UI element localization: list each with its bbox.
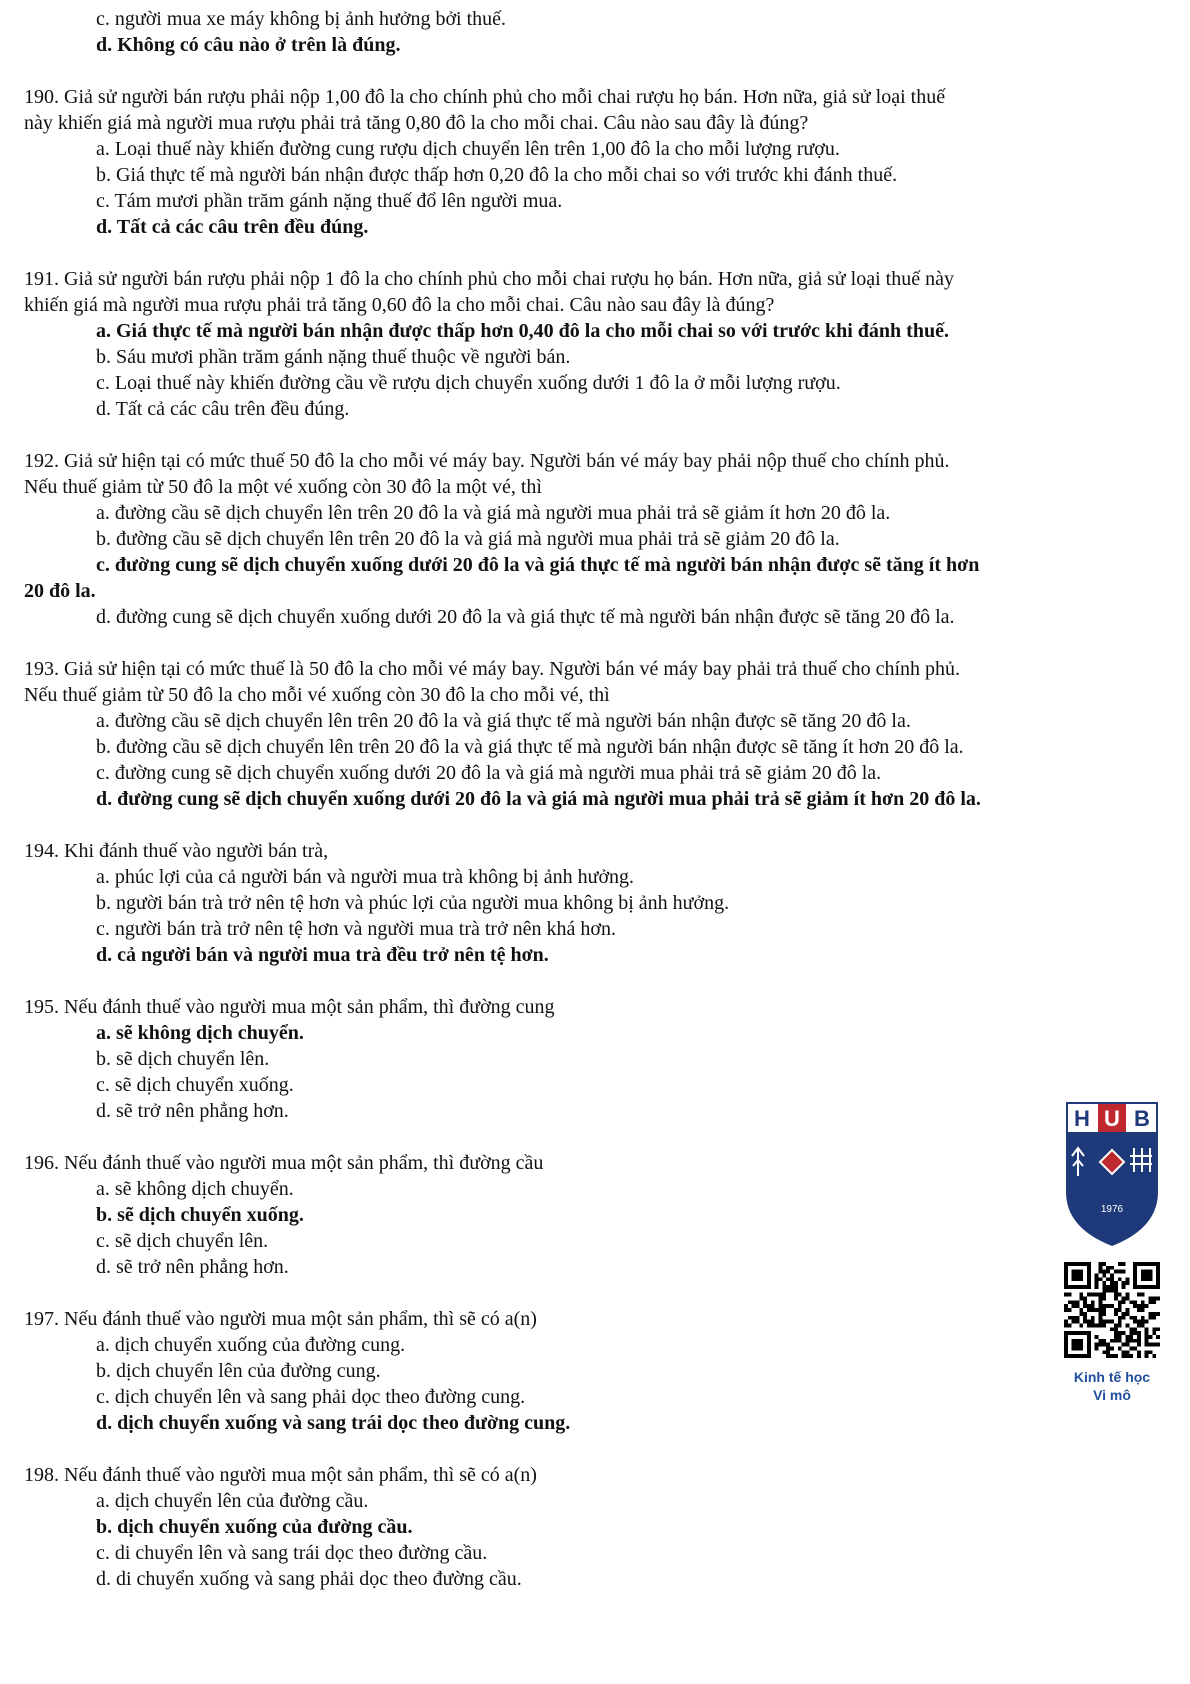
question-stem: này khiến giá mà người mua rượu phải trả tăng 0,80 đô la cho mỗi chai. Câu nào sau đây là đúng? xyxy=(24,112,809,134)
shield-letter-u: U xyxy=(1104,1106,1120,1131)
question-stem: 191. Giả sử người bán rượu phải nộp 1 đô la cho chính phủ cho mỗi chai rượu họ bán. Hơn nữa, giả sử loại thuế này xyxy=(24,268,954,290)
question-stem: 198. Nếu đánh thuế vào người mua một sản phẩm, thì sẽ có a(n) xyxy=(24,1464,537,1486)
shield-letter-b: B xyxy=(1134,1106,1150,1131)
answer-option: a. Giá thực tế mà người bán nhận được thấp hơn 0,40 đô la cho mỗi chai so với trước khi đánh thuế. xyxy=(96,320,949,342)
answer-option: b. sẽ dịch chuyển xuống. xyxy=(96,1204,304,1226)
question-stem: khiến giá mà người mua rượu phải trả tăng 0,60 đô la cho mỗi chai. Câu nào sau đây là đúng? xyxy=(24,294,775,316)
question-stem: Nếu thuế giảm từ 50 đô la một vé xuống còn 30 đô la một vé, thì xyxy=(24,476,542,498)
answer-option: c. sẽ dịch chuyển xuống. xyxy=(96,1074,294,1096)
answer-option: b. đường cầu sẽ dịch chuyển lên trên 20 đô la và giá mà người mua phải trả sẽ giảm 20 đô la. xyxy=(96,528,840,550)
answer-option: a. sẽ không dịch chuyển. xyxy=(96,1178,294,1200)
answer-option: d. Tất cả các câu trên đều đúng. xyxy=(96,398,350,420)
hub-shield-logo xyxy=(1064,1100,1160,1248)
answer-option: d. đường cung sẽ dịch chuyển xuống dưới 20 đô la và giá thực tế mà người bán nhận được sẽ tăng 20 đô la. xyxy=(96,606,955,628)
answer-option: d. sẽ trở nên phẳng hơn. xyxy=(96,1100,289,1122)
answer-option: b. Sáu mươi phần trăm gánh nặng thuế thuộc về người bán. xyxy=(96,346,571,368)
answer-option: a. dịch chuyển lên của đường cầu. xyxy=(96,1490,369,1512)
answer-option: c. sẽ dịch chuyển lên. xyxy=(96,1230,269,1252)
answer-option: c. dịch chuyển lên và sang phải dọc theo đường cung. xyxy=(96,1386,526,1408)
answer-option: b. dịch chuyển xuống của đường cầu. xyxy=(96,1516,413,1538)
answer-option: d. Tất cả các câu trên đều đúng. xyxy=(96,216,369,238)
answer-option: d. Không có câu nào ở trên là đúng. xyxy=(96,34,401,56)
qr-code xyxy=(1064,1262,1160,1358)
answer-option: c. Tám mươi phần trăm gánh nặng thuế đổ lên người mua. xyxy=(96,190,563,212)
question-stem: 192. Giả sử hiện tại có mức thuế 50 đô la cho mỗi vé máy bay. Người bán vé máy bay phải nộp thuế cho chính phủ. xyxy=(24,450,950,472)
answer-option: a. Loại thuế này khiến đường cung rượu dịch chuyển lên trên 1,00 đô la cho mỗi lượng rượu. xyxy=(96,138,840,160)
question-stem: 190. Giả sử người bán rượu phải nộp 1,00 đô la cho chính phủ cho mỗi chai rượu họ bán. Hơn nữa, giả sử loại thuế xyxy=(24,86,946,108)
answer-option: d. di chuyển xuống và sang phải dọc theo đường cầu. xyxy=(96,1568,522,1590)
shield-year: 1976 xyxy=(1100,1204,1124,1215)
answer-option: b. dịch chuyển lên của đường cung. xyxy=(96,1360,381,1382)
answer-option: b. đường cầu sẽ dịch chuyển lên trên 20 đô la và giá thực tế mà người bán nhận được sẽ tăng ít hơn 20 đô la. xyxy=(96,736,964,758)
answer-option: c. di chuyển lên và sang trái dọc theo đường cầu. xyxy=(96,1542,488,1564)
answer-option: d. dịch chuyển xuống và sang trái dọc theo đường cung. xyxy=(96,1412,571,1434)
answer-option: a. phúc lợi của cả người bán và người mua trà không bị ảnh hưởng. xyxy=(96,866,635,888)
answer-option: c. người mua xe máy không bị ảnh hưởng bởi thuế. xyxy=(96,8,507,30)
answer-option: a. đường cầu sẽ dịch chuyển lên trên 20 đô la và giá thực tế mà người bán nhận được sẽ tăng 20 đô la. xyxy=(96,710,911,732)
answer-option: d. sẽ trở nên phẳng hơn. xyxy=(96,1256,289,1278)
question-stem: 195. Nếu đánh thuế vào người mua một sản phẩm, thì đường cung xyxy=(24,996,555,1018)
question-stem: 197. Nếu đánh thuế vào người mua một sản phẩm, thì sẽ có a(n) xyxy=(24,1308,537,1330)
answer-option: b. sẽ dịch chuyển lên. xyxy=(96,1048,270,1070)
answer-option: 20 đô la. xyxy=(24,580,96,602)
answer-option: a. dịch chuyển xuống của đường cung. xyxy=(96,1334,406,1356)
shield-letter-h: H xyxy=(1074,1106,1090,1131)
question-stem: 196. Nếu đánh thuế vào người mua một sản phẩm, thì đường cầu xyxy=(24,1152,544,1174)
answer-option: a. sẽ không dịch chuyển. xyxy=(96,1022,304,1044)
answer-option: b. Giá thực tế mà người bán nhận được thấp hơn 0,20 đô la cho mỗi chai so với trước khi đánh thuế. xyxy=(96,164,898,186)
answer-option: c. đường cung sẽ dịch chuyển xuống dưới 20 đô la và giá mà người mua phải trả sẽ giảm 20 đô la. xyxy=(96,762,882,784)
answer-option: c. Loại thuế này khiến đường cầu về rượu dịch chuyển xuống dưới 1 đô la ở mỗi lượng rượu. xyxy=(96,372,841,394)
subject-subtitle: Vi mô xyxy=(1093,1387,1131,1403)
answer-option: d. đường cung sẽ dịch chuyển xuống dưới 20 đô la và giá mà người mua phải trả sẽ giảm ít hơn 20 đô la. xyxy=(96,788,981,810)
answer-option: a. đường cầu sẽ dịch chuyển lên trên 20 đô la và giá mà người mua phải trả sẽ giảm ít hơn 20 đô la. xyxy=(96,502,891,524)
answer-option: c. đường cung sẽ dịch chuyển xuống dưới 20 đô la và giá thực tế mà người bán nhận được sẽ tăng ít hơn xyxy=(96,554,980,576)
question-stem: 194. Khi đánh thuế vào người bán trà, xyxy=(24,840,329,862)
question-stem: Nếu thuế giảm từ 50 đô la cho mỗi vé xuống còn 30 đô la cho mỗi vé, thì xyxy=(24,684,610,706)
answer-option: c. người bán trà trở nên tệ hơn và người mua trà trở nên khá hơn. xyxy=(96,918,616,940)
question-stem: 193. Giả sử hiện tại có mức thuế là 50 đô la cho mỗi vé máy bay. Người bán vé máy bay phải trả thuế cho chính phủ. xyxy=(24,658,961,680)
subject-title: Kinh tế học xyxy=(1073,1369,1151,1385)
answer-option: d. cả người bán và người mua trà đều trở nên tệ hơn. xyxy=(96,944,549,966)
answer-option: b. người bán trà trở nên tệ hơn và phúc lợi của người mua không bị ảnh hưởng. xyxy=(96,892,730,914)
